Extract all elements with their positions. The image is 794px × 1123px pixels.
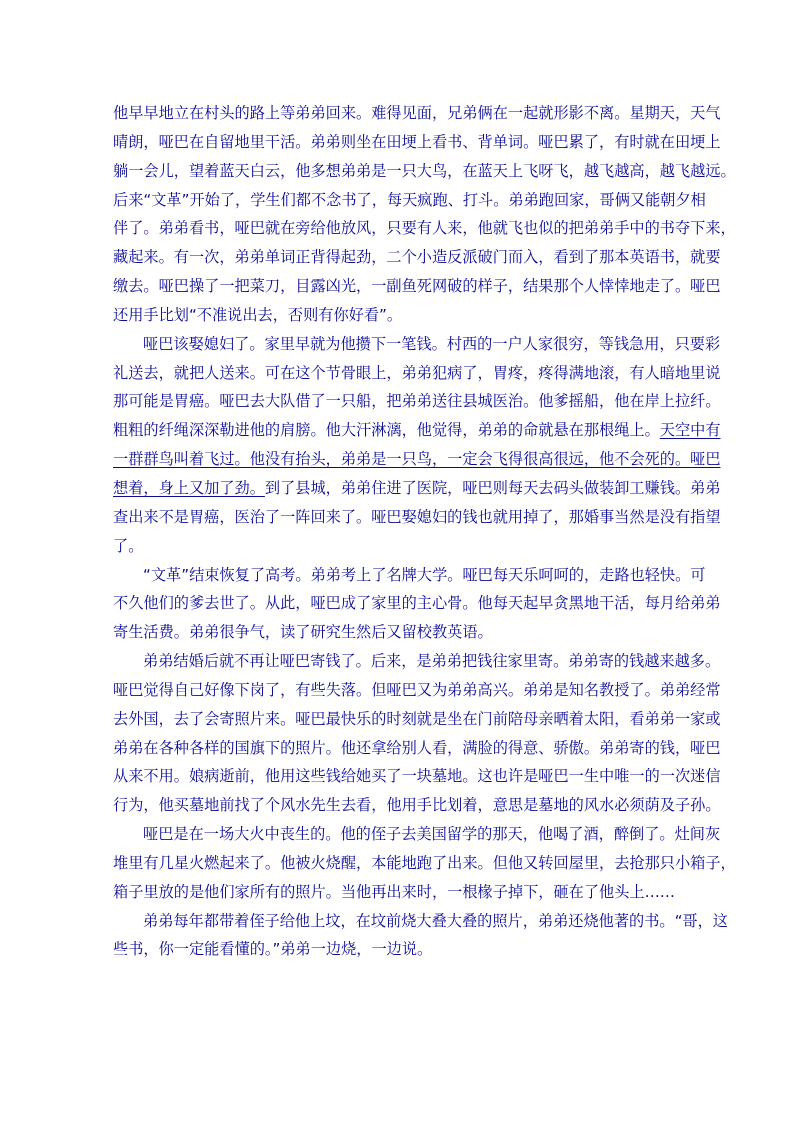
text-line	[113, 676, 721, 705]
line-text: 躺一会儿，望着蓝天白云，他多想弟弟是一只大鸟，在蓝天上飞呀飞，越飞越高，越飞越远。	[113, 161, 736, 180]
line-text: 他早早地立在村头的路上等弟弟回来。难得见面，兄弟俩在一起就形影不离。星期天，天气	[113, 104, 721, 122]
line-text: 弟弟结婚后就不再让哑巴寄钱了。后来，是弟弟把钱往家里寄。弟弟寄的钱越来越多。	[143, 652, 721, 671]
line-text: 藏起来。有一次，弟弟单词正背得起劲，二个小造反派破门而入，看到了那本英语书，就要	[113, 248, 721, 267]
text-line	[113, 849, 736, 878]
underlined-text: 天空中有	[659, 421, 721, 440]
text-line	[113, 618, 691, 647]
text-line	[113, 214, 736, 243]
line-text: 缴去。哑巴操了一把菜刀，目露凶光，一副鱼死网破的样子，结果那个人悻悻地走了。哑巴	[113, 277, 721, 296]
line-text: 粗粗的纤绳深深勒进他的肩膀。他大汗淋漓，他觉得，弟弟的命就悬在那根绳上。	[113, 421, 660, 440]
text-line	[113, 647, 721, 676]
text-line	[113, 445, 721, 474]
line-text: 伴了。弟弟看书，哑巴就在旁给他放风，只要有人来，他就飞也似的把弟弟手中的书夺下来，	[113, 219, 736, 238]
underlined-text: 一群群鸟叫着飞过。他没有抬头，弟弟是一只鸟，一定会飞得很高很远，他不会死的。哑巴	[113, 450, 721, 469]
text-line	[113, 272, 721, 301]
text-line	[113, 416, 721, 445]
text-line	[113, 301, 691, 330]
underlined-text: 想着，身上又加了劲。	[113, 478, 265, 497]
line-text: 寄生活费。弟弟很争气，读了研究生然后又留校教英语。	[113, 623, 493, 642]
text-line	[113, 907, 728, 936]
line-text: 弟弟在各种各样的国旗下的照片。他还拿给别人看，满脸的得意、骄傲。弟弟寄的钱，哑巴	[113, 738, 721, 757]
line-text: 去外国，去了会寄照片来。哑巴最快乐的时刻就是坐在门前陪母亲晒着太阳，看弟弟一家或	[113, 709, 721, 728]
line-text: 后来“文革”开始了，学生们都不念书了，每天疯跑、打斗。弟弟跑回家，哥俩又能朝夕相	[113, 190, 706, 209]
line-text: 些书，你一定能看懂的。”弟弟一边烧，一边说。	[113, 940, 433, 959]
text-line	[113, 878, 691, 907]
line-text: 哑巴觉得自己好像下岗了，有些失落。但哑巴又为弟弟高兴。弟弟是知名教授了。弟弟经常	[113, 680, 721, 699]
text-line	[113, 99, 721, 128]
text-line	[113, 561, 706, 590]
line-text: 到了县城，弟弟住进了医院，哑巴则每天去码头做装卸工赚钱。弟弟	[264, 478, 721, 497]
line-text: 那可能是胃癌。哑巴去大队借了一只船，把弟弟送往县城医治。他爹摇船，他在岸上拉纤。	[113, 392, 721, 411]
line-text: 查出来不是胃癌，医治了一阵回来了。哑巴娶媳妇的钱也就用掉了，那婚事当然是没有指望	[113, 507, 721, 526]
text-line	[113, 186, 706, 215]
text-line	[113, 734, 721, 763]
line-text: 堆里有几星火燃起来了。他被火烧醒，本能地跑了出来。但他又转回屋里，去抢那只小箱子，	[113, 853, 736, 872]
text-line	[113, 128, 721, 157]
text-line	[113, 532, 691, 561]
text-line	[113, 820, 721, 849]
line-text: 了。	[113, 536, 144, 555]
line-text: 礼送去，就把人送来。可在这个节骨眼上，弟弟犯病了，胃疼，疼得满地滚，有人暗地里说	[113, 363, 721, 382]
line-text: 还用手比划“不准说出去，否则有你好看”。	[113, 305, 403, 324]
text-line	[113, 589, 721, 618]
line-text: 不久他们的爹去世了。从此，哑巴成了家里的主心骨。他每天起早贪黑地干活，每月给弟弟	[113, 594, 721, 613]
text-line	[113, 359, 721, 388]
text-line	[113, 387, 721, 416]
line-text: 行为，他买墓地前找了个风水先生去看，他用手比划着，意思是墓地的风水必须荫及子孙。	[113, 796, 721, 815]
text-line	[113, 157, 736, 186]
text-line	[113, 935, 691, 964]
line-text: 晴朗，哑巴在自留地里干活。弟弟则坐在田埂上看书、背单词。哑巴累了，有时就在田埂上	[113, 132, 721, 151]
text-line	[113, 705, 721, 734]
text-line	[113, 243, 721, 272]
article-body	[113, 99, 736, 964]
text-line	[113, 791, 721, 820]
line-text: “文革”结束恢复了高考。弟弟考上了名牌大学。哑巴每天乐呵呵的，走路也轻快。可	[143, 565, 706, 584]
line-text: 弟弟每年都带着侄子给他上坟，在坟前烧大叠大叠的照片，弟弟还烧他著的书。“哥，这	[143, 911, 728, 930]
line-text: 哑巴是在一场大火中丧生的。他的侄子去美国留学的那天，他喝了酒，醉倒了。灶间灰	[143, 825, 721, 844]
text-line	[113, 503, 721, 532]
text-line	[113, 474, 721, 503]
line-text: 从来不用。娘病逝前，他用这些钱给她买了一块墓地。这也许是哑巴一生中唯一的一次迷信	[113, 767, 721, 786]
line-text: 哑巴该娶媳妇了。家里早就为他攒下一笔钱。村西的一户人家很穷，等钱急用，只要彩	[143, 334, 721, 353]
text-line	[113, 330, 721, 359]
line-text: 箱子里放的是他们家所有的照片。当他再出来时，一根椽子掉下，砸在了他头上……	[113, 882, 675, 901]
text-line	[113, 762, 721, 791]
